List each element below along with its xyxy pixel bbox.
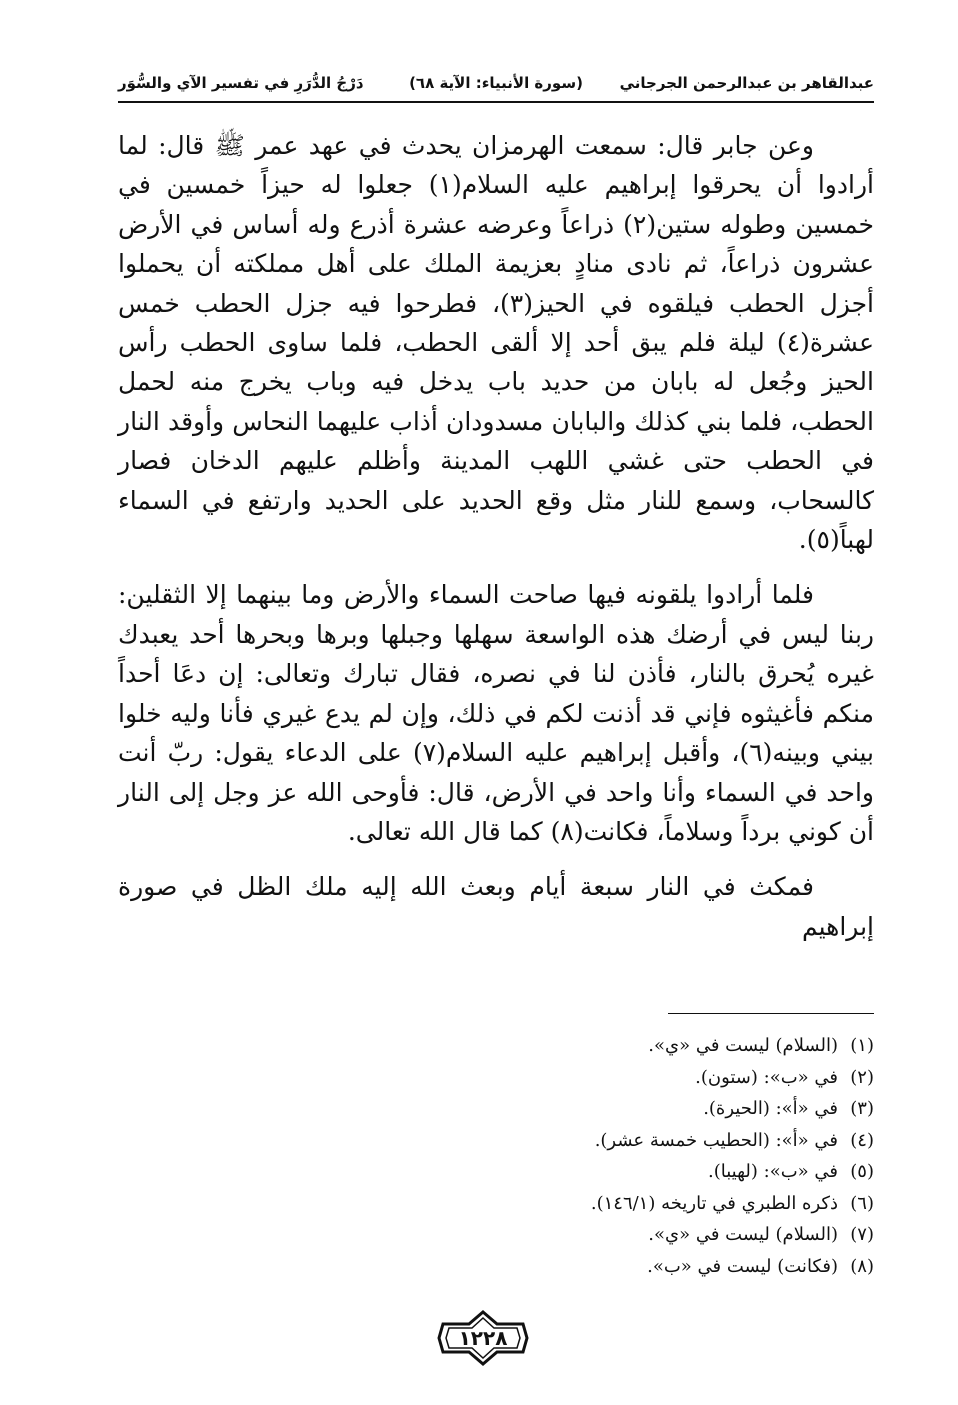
footnote-number: (٨) bbox=[850, 1255, 874, 1277]
footnote bbox=[300, 1030, 874, 1062]
footnote-number: (٣) bbox=[850, 1098, 874, 1119]
paragraph: فمكث في النار سبعة أيام وبعث الله إليه ملك الظل في صورة إبراهيم bbox=[118, 872, 874, 941]
footnote-text: (فكانت) ليست في «ب». bbox=[647, 1255, 838, 1277]
footnote-text: في «أ»: (الحطيب خمسة عشر). bbox=[594, 1129, 838, 1151]
page-number: ١٢٢٨ bbox=[458, 1326, 508, 1350]
footnote bbox=[300, 1093, 874, 1125]
paragraph: وعن جابر قال: سمعت الهرمزان يحدث في عهد عمر ﷺ قال: لما أرادوا أن يحرقوا إبراهيم عليه السلام(١) جعلوا له حيزاً خمسين في خمسين وطوله ستين(٢) ذراعاً وعرضه عشرة أذرع وله أساس في الأرض عشرون ذراعاً، ثم نادى منادٍ بعزيمة الملك على أهل مملكته أن يحملوا أجزل الحطب فيلقوه في الحيز(٣)، فطرحوا فيه جزل الحطب خمس عشرة(٤) ليلة فلم يبق أحد إلا ألقى الحطب، فلما ساوى الحطب رأس الحيز وجُعل له بابان من حديد باب يدخل فيه وباب يخرج منه لحمل الحطب، فلما بني كذلك والبابان مسدودان أذاب عليهما النحاس وأوقد النار في الحطب حتى غشي اللهب المدينة وأظلم عليهم الدخان فصار كالسحاب، وسمع للنار مثل وقع الحديد على الحديد وارتفع في السماء لهباً(٥). bbox=[118, 131, 874, 555]
footnote-text: في «ب»: (لهيبا). bbox=[708, 1161, 838, 1182]
footnote-text: في «ب»: (ستون). bbox=[695, 1066, 838, 1088]
footnote bbox=[300, 1188, 874, 1220]
footnote-divider bbox=[668, 1013, 874, 1014]
footnote bbox=[300, 1156, 874, 1188]
header-divider bbox=[118, 101, 874, 103]
header-author: عبدالقاهر بن عبدالرحمن الجرجاني bbox=[619, 74, 874, 92]
paragraph: فلما أرادوا يلقونه فيها صاحت السماء والأرض وما بينهما إلا الثقلين: ربنا ليس في أرضك هذه الواسعة سهلها وجبلها وبرها وبحرها أحد يعبدك غيره يُحرق بالنار، فأذن لنا في نصره، فقال تبارك وتعالى: إن دعَا أحداً منكم فأغيثوه فإني قد أذنت لكم في ذلك، وإن لم يدع غيري فأنا وليه خلوا بيني وبينه(٦)، وأقبل إبراهيم عليه السلام(٧) على الدعاء يقول: ربّ أنت واحد في السماء وأنا واحد في الأرض، قال: فأوحى الله عز وجل إلى النار أن كوني برداً وسلاماً، فكانت(٨) كما قال الله تعالى. bbox=[118, 580, 874, 846]
running-header bbox=[118, 70, 874, 100]
footnote-number: (٢) bbox=[850, 1066, 874, 1088]
main-text bbox=[118, 126, 874, 946]
footnote-number: (٦) bbox=[850, 1192, 874, 1214]
header-book-title: دَرْجُ الدُّرَرِ في تفسير الآي والسُّوَر bbox=[118, 74, 364, 92]
footnote-text: (السلام) ليست في «ي». bbox=[648, 1224, 838, 1245]
footnote bbox=[300, 1251, 874, 1283]
header-surah-location: (سورة الأنبياء: الآية ٦٨) bbox=[409, 74, 583, 92]
footnote-text: (السلام) ليست في «ي». bbox=[648, 1035, 838, 1056]
footnote-text: ذكره الطبري في تاريخه (١٤٦/١). bbox=[590, 1192, 838, 1214]
footnote-number: (٥) bbox=[850, 1161, 874, 1182]
page-number-ornament bbox=[437, 1310, 529, 1366]
footnote-text: في «أ»: (الحيرة). bbox=[703, 1098, 838, 1119]
footnote-number: (١) bbox=[850, 1035, 874, 1056]
footnote bbox=[300, 1125, 874, 1157]
footnote-number: (٤) bbox=[850, 1129, 874, 1151]
footnote bbox=[300, 1219, 874, 1251]
footnotes bbox=[300, 1030, 874, 1282]
footnote-number: (٧) bbox=[850, 1224, 874, 1245]
footnote bbox=[300, 1062, 874, 1094]
